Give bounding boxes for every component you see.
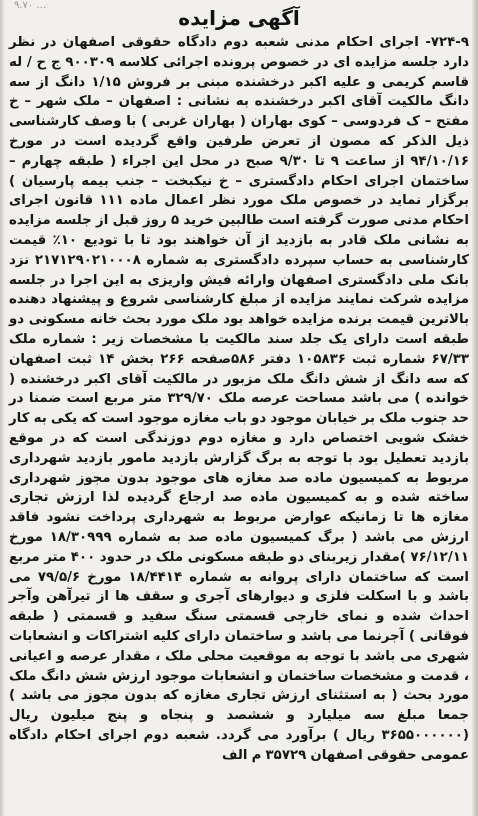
notice-title: آگهی مزایده: [178, 6, 300, 30]
paper-edge-right: [472, 0, 478, 816]
paper-edge-left: [0, 0, 5, 816]
notice-body: ۷۲۴-۹- اجرای احکام مدنی شعبه دوم دادگاه حقوقی اصفهان در نظر دارد جلسه مزایده ای در خصوص پرونده اجرائی کلاسه ۹۰۰۳۰۹ ج ح / له قاسم کریمی و علیه اکبر درخشنده مبنی بر فروش ۱/۱۵ دانگ از سه دانگ مالکیت آقای اکبر درخشنده به نشانی : اصفهان – ملک شهر – خ مفتح – ک فردوسی – کوی بهاران ( بهاران غربی ) با وصف کارشناسی ذیل الذکر که مصون از تعرض طرفین واقع گردیده است در مورخ ۹۴/۱۰/۱۶ از ساعت ۹ تا ۹/۳۰ صبح در محل این اجراء ( طبقه چهارم – ساختمان اجرای احکام دادگستری – خ نیکبخت – جنب بیمه پارسیان ) برگزار نماید در خصوص ملک مورد نظر اعمال ماده ۱۱۱ قانون اجرای احکام مدنی صورت گرفته است طالبین خرید ۵ روز قبل از جلسه مزایده به نشانی ملک قادر به بازدید از آن خواهند بود تا با تودیع ۱۰٪ قیمت کارشناسی به حساب سپرده دادگستری به شماره ۲۱۷۱۲۹۰۲۱۰۰۰۸ نزد بانک ملی دادگستری اصفهان وارائه فیش واریزی به این اجرا در جلسه مزایده شرکت نمایند مزایده از مبلغ کارشناسی شروع و پیشنهاد دهنده بالاترین قیمت برنده مزایده خواهد بود ملک مورد بحث خانه مسکونی دو طبقه است دارای یک جلد سند مالکیت با مشخصات زیر : شماره ملک ۶۷/۳۳ شماره ثبت ۱۰۵۸۳۶ دفتر ۵۸۶صفحه ۲۶۶ بخش ۱۴ ثبت اصفهان که سه دانگ از شش دانگ ملک مزبور در مالکیت آقای اکبر درخشنده ( خوانده ) می باشد مساحت عرصه ملک ۳۲۹/۷۰ متر مربع است ضمنا در حد جنوب ملک بر خیابان موجود دو باب مغازه موجود است که یکی به کار خشک شویی اختصاص دارد و مغازه دوم دوزندگی است که در موقع بازدید تعطیل بود با توجه به برگ گزارش بازدید مامور بازدید شهرداری مربوط به کمیسیون ماده صد مغازه های موجود بدون مجوز شهرداری ساخته شده و به کمیسیون ماده صد ارجاع گردیده لذا ارزش تجاری مغازه ها تا زمانیکه عوارض مربوط به شهرداری پرداخت نشود فاقد ارزش می باشد ( برگ کمیسیون ماده صد به شماره ۱۸/۳۰۹۹۹ مورخ ۷۶/۱۲/۱۱ )مقدار زیربنای دو طبقه مسکونی ملک در حدود ۴۰۰ متر مربع است که ساختمان دارای پروانه به شماره ۱۸/۴۴۱۴ مورخ ۷۹/۵/۶ می باشد و با اسکلت فلزی و دیوارهای آجری و سقف ها از تیرآهن وآجر احداث شده و نمای خارجی قسمتی سنگ سفید و قسمتی ( طبقه فوقانی ) آجرنما می باشد و ساختمان دارای کلیه اشتراکات و انشعابات شهری می باشد با توجه به موقعیت محلی ملک ، مقدار عرصه و اعیانی ، قدمت و مشخصات ساختمان و انشعابات موجود ارزش شش دانگ ملک مورد بحث ( به استثنای ارزش تجاری مغازه که بدون مجوز می باشد ) جمعا مبلغ سه میلیارد و ششصد و پنجاه و پنج میلیون ریال (۳۶۵۵۰۰۰۰۰۰ ریال ) برآورد می گردد. شعبه دوم اجرای احکام دادگاه عمومی حقوقی اصفهان ۳۵۷۲۹ م الف: [9, 35, 470, 763]
cut-off-header-text: ۹.۷۰ ...: [14, 0, 47, 11]
